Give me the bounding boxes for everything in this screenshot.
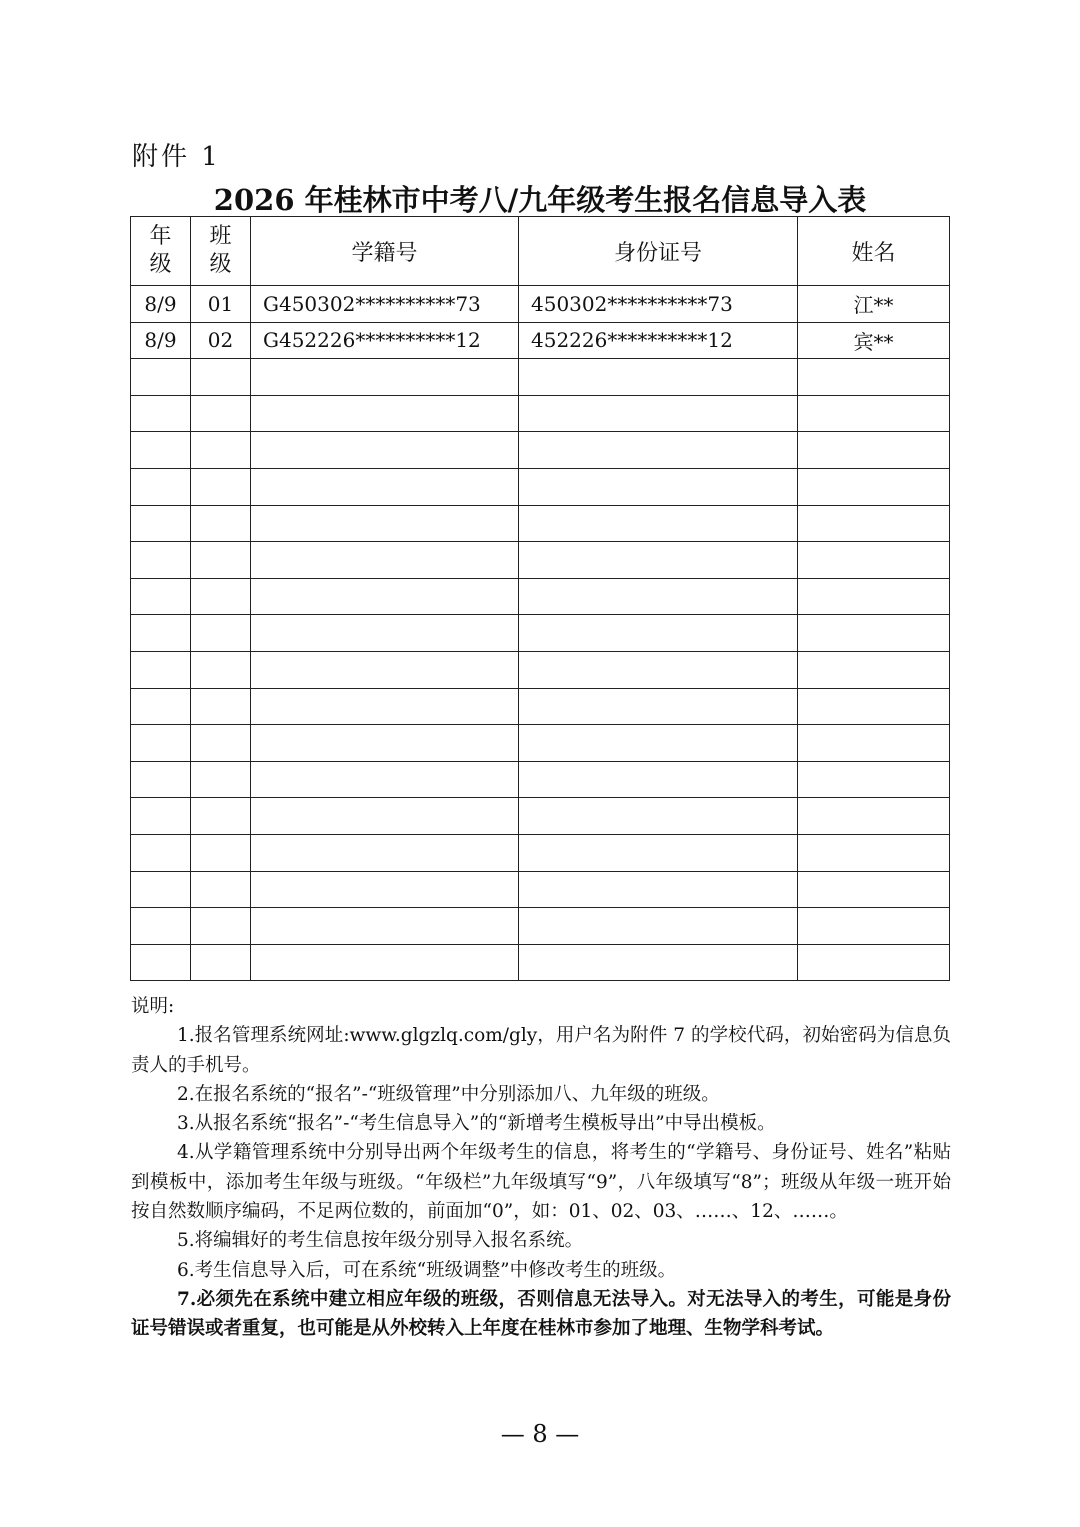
header-name: 姓名 <box>798 217 950 286</box>
registration-table <box>130 216 950 981</box>
cell-class-empty <box>191 761 251 798</box>
cell-student-id: G450302**********73 <box>251 286 519 323</box>
cell-name-empty <box>798 395 950 432</box>
table-header-row <box>131 217 950 286</box>
table-row-empty <box>131 432 950 469</box>
cell-student-id-empty <box>251 725 519 762</box>
cell-class: 02 <box>191 322 251 359</box>
cell-grade-empty <box>131 871 191 908</box>
cell-id-card-empty <box>519 615 798 652</box>
cell-class: 01 <box>191 286 251 323</box>
cell-id-card: 450302**********73 <box>519 286 798 323</box>
cell-name: 江** <box>798 286 950 323</box>
cell-student-id-empty <box>251 505 519 542</box>
notes-section <box>131 992 951 1344</box>
table-row-empty <box>131 798 950 835</box>
cell-name-empty <box>798 505 950 542</box>
header-grade-line2: 级 <box>149 252 172 277</box>
cell-class-empty <box>191 688 251 725</box>
cell-grade-empty <box>131 578 191 615</box>
table-row <box>131 286 950 323</box>
cell-grade-empty <box>131 359 191 396</box>
cell-id-card-empty <box>519 542 798 579</box>
cell-class-empty <box>191 615 251 652</box>
cell-class-empty <box>191 542 251 579</box>
table-row-empty <box>131 834 950 871</box>
table-row-empty <box>131 761 950 798</box>
cell-name-empty <box>798 468 950 505</box>
cell-name-empty <box>798 908 950 945</box>
cell-id-card-empty <box>519 944 798 981</box>
cell-id-card-empty <box>519 578 798 615</box>
cell-grade: 8/9 <box>131 286 191 323</box>
cell-student-id-empty <box>251 834 519 871</box>
cell-grade-empty <box>131 908 191 945</box>
cell-id-card-empty <box>519 725 798 762</box>
header-class-line2: 级 <box>209 252 232 277</box>
cell-name-empty <box>798 651 950 688</box>
table-row-empty <box>131 468 950 505</box>
table-row-empty <box>131 578 950 615</box>
cell-name-empty <box>798 944 950 981</box>
cell-grade-empty <box>131 944 191 981</box>
header-student-id: 学籍号 <box>251 217 519 286</box>
cell-student-id-empty <box>251 651 519 688</box>
table-row-empty <box>131 944 950 981</box>
cell-class-empty <box>191 468 251 505</box>
table-row-empty <box>131 651 950 688</box>
cell-grade-empty <box>131 688 191 725</box>
table-row-empty <box>131 688 950 725</box>
table-row-empty <box>131 505 950 542</box>
cell-grade-empty <box>131 798 191 835</box>
cell-student-id-empty <box>251 359 519 396</box>
table-row <box>131 322 950 359</box>
cell-student-id-empty <box>251 908 519 945</box>
cell-class-empty <box>191 395 251 432</box>
cell-student-id-empty <box>251 468 519 505</box>
cell-id-card-empty <box>519 798 798 835</box>
cell-class-empty <box>191 651 251 688</box>
cell-name-empty <box>798 725 950 762</box>
cell-id-card-empty <box>519 359 798 396</box>
cell-id-card: 452226**********12 <box>519 322 798 359</box>
page-title: 2026 年桂林市中考八/九年级考生报名信息导入表 <box>213 183 867 217</box>
notes-heading: 说明: <box>131 996 175 1017</box>
cell-name-empty <box>798 798 950 835</box>
cell-name-empty <box>798 688 950 725</box>
header-class <box>191 217 251 286</box>
cell-class-empty <box>191 432 251 469</box>
cell-class-empty <box>191 871 251 908</box>
cell-student-id: G452226**********12 <box>251 322 519 359</box>
cell-class-empty <box>191 944 251 981</box>
cell-class-empty <box>191 505 251 542</box>
cell-id-card-empty <box>519 468 798 505</box>
cell-student-id-empty <box>251 615 519 652</box>
table-row-empty <box>131 395 950 432</box>
note-item-2: 2.在报名系统的“报名”-“班级管理”中分别添加八、九年级的班级。 <box>177 1083 720 1105</box>
cell-grade-empty <box>131 395 191 432</box>
cell-grade: 8/9 <box>131 322 191 359</box>
cell-name-empty <box>798 432 950 469</box>
cell-name: 宾** <box>798 322 950 359</box>
table-row-empty <box>131 542 950 579</box>
header-grade <box>131 217 191 286</box>
cell-class-empty <box>191 359 251 396</box>
cell-class-empty <box>191 908 251 945</box>
cell-id-card-empty <box>519 505 798 542</box>
cell-name-empty <box>798 578 950 615</box>
cell-name-empty <box>798 871 950 908</box>
header-grade-line1: 年 <box>149 224 172 249</box>
page-number: — 8 — <box>500 1420 580 1448</box>
cell-id-card-empty <box>519 834 798 871</box>
table-row-empty <box>131 871 950 908</box>
cell-id-card-empty <box>519 432 798 469</box>
cell-id-card-empty <box>519 688 798 725</box>
cell-grade-empty <box>131 505 191 542</box>
cell-grade-empty <box>131 615 191 652</box>
note-item-6: 6.考生信息导入后，可在系统“班级调整”中修改考生的班级。 <box>177 1259 677 1281</box>
attachment-label: 附件 1 <box>132 142 221 172</box>
cell-id-card-empty <box>519 908 798 945</box>
cell-student-id-empty <box>251 395 519 432</box>
cell-id-card-empty <box>519 761 798 798</box>
cell-grade-empty <box>131 725 191 762</box>
cell-grade-empty <box>131 468 191 505</box>
note-item-4: 4.从学籍管理系统中分别导出两个年级考生的信息，将考生的“学籍号、身份证号、姓名”粘贴到模板中，添加考生年级与班级。“年级栏”九年级填写“9”，八年级填写“8”；班级从年级一班开始按自然数顺序编码，不足两位数的，前面加“0”，如：01、02、03、……、12、……。 <box>131 1142 951 1223</box>
cell-grade-empty <box>131 834 191 871</box>
cell-grade-empty <box>131 432 191 469</box>
cell-class-empty <box>191 725 251 762</box>
cell-student-id-empty <box>251 871 519 908</box>
cell-student-id-empty <box>251 432 519 469</box>
header-class-line1: 班 <box>209 224 232 249</box>
cell-student-id-empty <box>251 578 519 615</box>
cell-name-empty <box>798 359 950 396</box>
cell-name-empty <box>798 615 950 652</box>
cell-student-id-empty <box>251 761 519 798</box>
cell-class-empty <box>191 834 251 871</box>
table-row-empty <box>131 725 950 762</box>
cell-grade-empty <box>131 761 191 798</box>
cell-id-card-empty <box>519 651 798 688</box>
cell-student-id-empty <box>251 944 519 981</box>
table-row-empty <box>131 908 950 945</box>
cell-student-id-empty <box>251 542 519 579</box>
cell-id-card-empty <box>519 871 798 908</box>
cell-grade-empty <box>131 542 191 579</box>
cell-name-empty <box>798 834 950 871</box>
note-item-3: 3.从报名系统“报名”-“考生信息导入”的“新增考生模板导出”中导出模板。 <box>177 1113 776 1135</box>
note-item-5: 5.将编辑好的考生信息按年级分别导入报名系统。 <box>177 1230 584 1252</box>
note-item-1: 1.报名管理系统网址:www.glgzlq.com/gly，用户名为附件 7 的学校代码，初始密码为信息负责人的手机号。 <box>131 1025 951 1076</box>
cell-student-id-empty <box>251 688 519 725</box>
cell-id-card-empty <box>519 395 798 432</box>
header-id-card: 身份证号 <box>519 217 798 286</box>
cell-grade-empty <box>131 651 191 688</box>
note-item-7-important: 7.必须先在系统中建立相应年级的班级，否则信息无法导入。对无法导入的考生，可能是身份证号错误或者重复，也可能是从外校转入上年度在桂林市参加了地理、生物学科考试。 <box>131 1288 951 1340</box>
cell-class-empty <box>191 578 251 615</box>
cell-name-empty <box>798 542 950 579</box>
cell-student-id-empty <box>251 798 519 835</box>
table-row-empty <box>131 359 950 396</box>
cell-class-empty <box>191 798 251 835</box>
cell-name-empty <box>798 761 950 798</box>
table-row-empty <box>131 615 950 652</box>
